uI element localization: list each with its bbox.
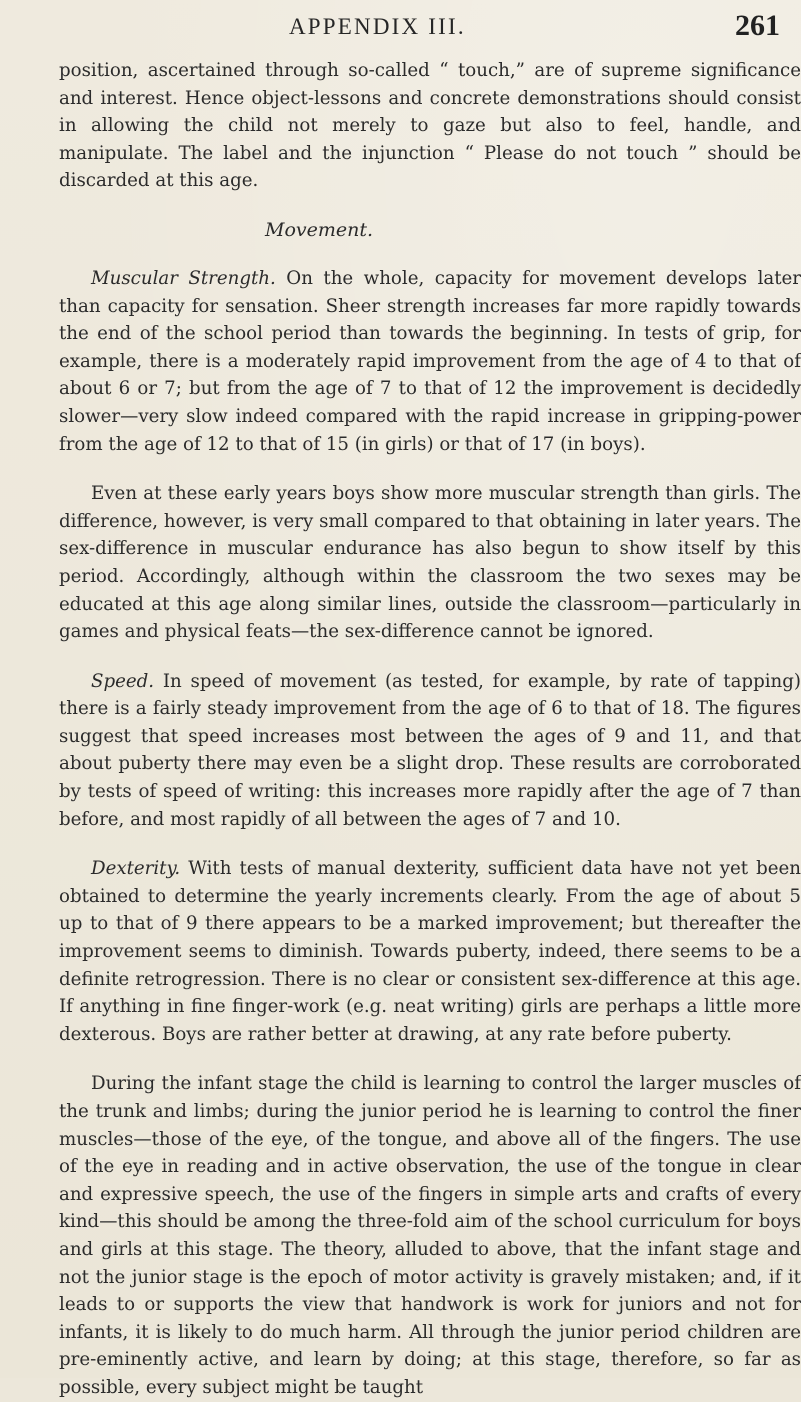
paragraph-infant-junior [59, 1070, 801, 1401]
page-number: 261 [735, 9, 780, 42]
paragraph-muscular-strength [59, 265, 801, 458]
paragraph-text: During the infant stage the child is learning to control the larger muscles of the trunk and limbs; during the junior period he is learning to control the finer muscles—those of the eye, of the tongue, and above all of the fingers. The use of the eye in reading and in active observation, the use of the tongue in clear and expressive speech, the use of the fingers in simple arts and crafts of every kind—this should be among the three-fold aim of the school curriculum for boys and girls at this stage. The theory, alluded to above, that the infant stage and not the junior stage is the epoch of motor activity is gravely mistaken; and, if it leads to or supports the view that handwork is work for juniors and not for infants, it is likely to do much harm. All through the junior period children are pre-eminently active, and learn by doing; at this stage, therefore, so far as possible, every subject might be taught [59, 1073, 801, 1398]
intro-paragraph: position, ascertained through so-called “ touch,” are of supreme significance and interest. Hence object-lessons and concrete demonstrations should consist in allowing the child not merely to gaze but also to feel, handle, and manipulate. The label and the injunction “ Please do not touch ” should be discarded at this age. [59, 60, 801, 192]
paragraph-lead: Dexterity. [91, 858, 181, 880]
paragraph-text: Even at these early years boys show more muscular strength than girls. The difference, however, is very small compared to that obtaining in later years. The sex-difference in muscular endurance has also begun to show itself by this period. Accordingly, although within the classroom the two sexes may be educated at this age along similar lines, outside the classroom—particularly in games and physical feats—the sex-difference cannot be ignored. [59, 483, 801, 643]
paragraph-lead: Speed. [91, 670, 155, 692]
body-text [59, 57, 801, 1402]
paragraph-text: On the whole, capacity for movement develops later than capacity for sensation. Sheer strength increases far more rapidly towards the end of the school period than towards the beginning. In tests of grip, for example, there is a moderately rapid improvement from the age of 4 to that of about 6 or 7; but from the age of 7 to that of 12 the improvement is decidedly slower—very slow indeed compared with the rapid increase in gripping-power from the age of 12 to that of 15 (in girls) or that of 17 (in boys). [59, 267, 801, 455]
page-header [0, 8, 801, 48]
paragraph-speed [59, 668, 801, 834]
paragraph-dexterity [59, 855, 801, 1048]
section-heading: Movement. [265, 218, 374, 241]
paragraph-text: In speed of movement (as tested, for example, by rate of tapping) there is a fairly steady improvement from the age of 6 to that of 18. The figures suggest that speed increases most between the ages of 9 and 11, and that about puberty there may even be a slight drop. These results are corroborated by tests of speed of writing: this increases more rapidly after the age of 7 than before, and most rapidly of all between the ages of 7 and 10. [59, 670, 801, 830]
paragraph-sex-difference [59, 480, 801, 646]
ink-blot [786, 738, 791, 743]
paragraph-text: With tests of manual dexterity, sufficient data have not yet been obtained to determine the yearly increments clearly. From the age of about 5 up to that of 9 there appears to be a marked improvement; but thereafter the improvement seems to diminish. Towards puberty, indeed, there seems to be a definite retrogression. There is no clear or consistent sex-difference at this age. If anything in fine finger-work (e.g. neat writing) girls are perhaps a little more dexterous. Boys are rather better at drawing, at any rate before puberty. [59, 858, 801, 1045]
running-head: APPENDIX III. [289, 14, 466, 39]
paragraph-lead: Muscular Strength. [91, 267, 276, 289]
